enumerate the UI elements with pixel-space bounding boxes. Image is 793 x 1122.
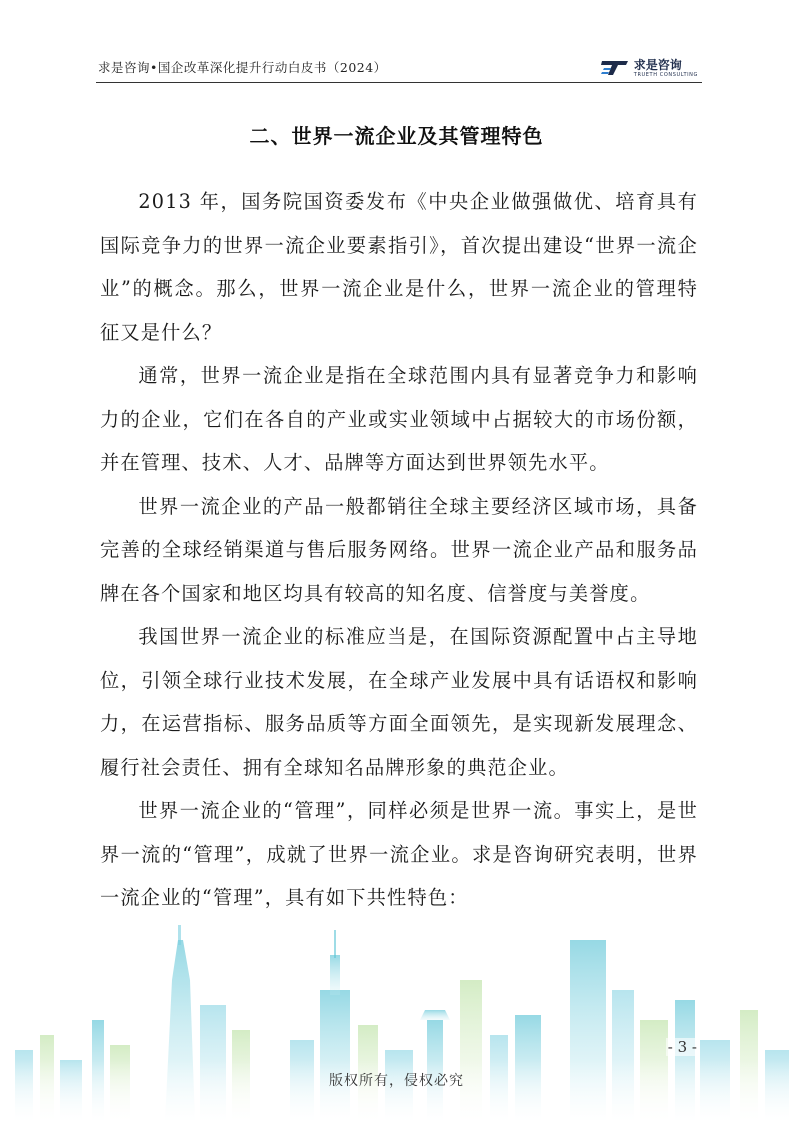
paragraph: 世界一流企业的产品一般都销往全球主要经济区域市场，具备完善的全球经销渠道与售后服务网络。世界一流企业产品和服务品牌在各个国家和地区均具有较高的知名度、信誉度与美誉度。 (100, 494, 698, 605)
header-title: 求是咨询•国企改革深化提升行动白皮书（2024） (98, 60, 387, 75)
paragraph: 2013 年，国务院国资委发布《中央企业做强做优、培育具有国际竞争力的世界一流企业要素指引》，首次提出建设“世界一流企业”的概念。那么，世界一流企业是什么，世界一流企业的管理特征又是什么？ (100, 190, 698, 344)
copyright-footer: 版权所有，侵权必究 (329, 1073, 464, 1089)
page-number: - 3 - (667, 1038, 697, 1056)
page-header (96, 52, 702, 83)
paragraph: 通常，世界一流企业是指在全球范围内具有显著竞争力和影响力的企业，它们在各自的产业或实业领域中占据较大的市场份额，并在管理、技术、人才、品牌等方面达到世界领先水平。 (100, 364, 698, 474)
city-skyline-decoration (0, 920, 793, 1122)
paragraph: 世界一流企业的“管理”，同样必须是世界一流。事实上，是世界一流的“管理”，成就了世界一流企业。求是咨询研究表明，世界一流企业的“管理”，具有如下共性特色： (100, 799, 698, 909)
body-text (100, 180, 698, 920)
logo-mark-icon (600, 59, 630, 77)
paragraph: 我国世界一流企业的标准应当是，在国际资源配置中占主导地位，引领全球行业技术发展，在全球产业发展中具有话语权和影响力，在运营指标、服务品质等方面全面领先，是实现新发展理念、履行社会责任、拥有全球知名品牌形象的典范企业。 (100, 625, 698, 779)
section-title: 二、世界一流企业及其管理特色 (249, 124, 544, 148)
logo-english-name: TRUETH CONSULTING (633, 71, 698, 78)
company-logo (600, 56, 698, 80)
logo-name: 求是咨询 (633, 57, 682, 72)
